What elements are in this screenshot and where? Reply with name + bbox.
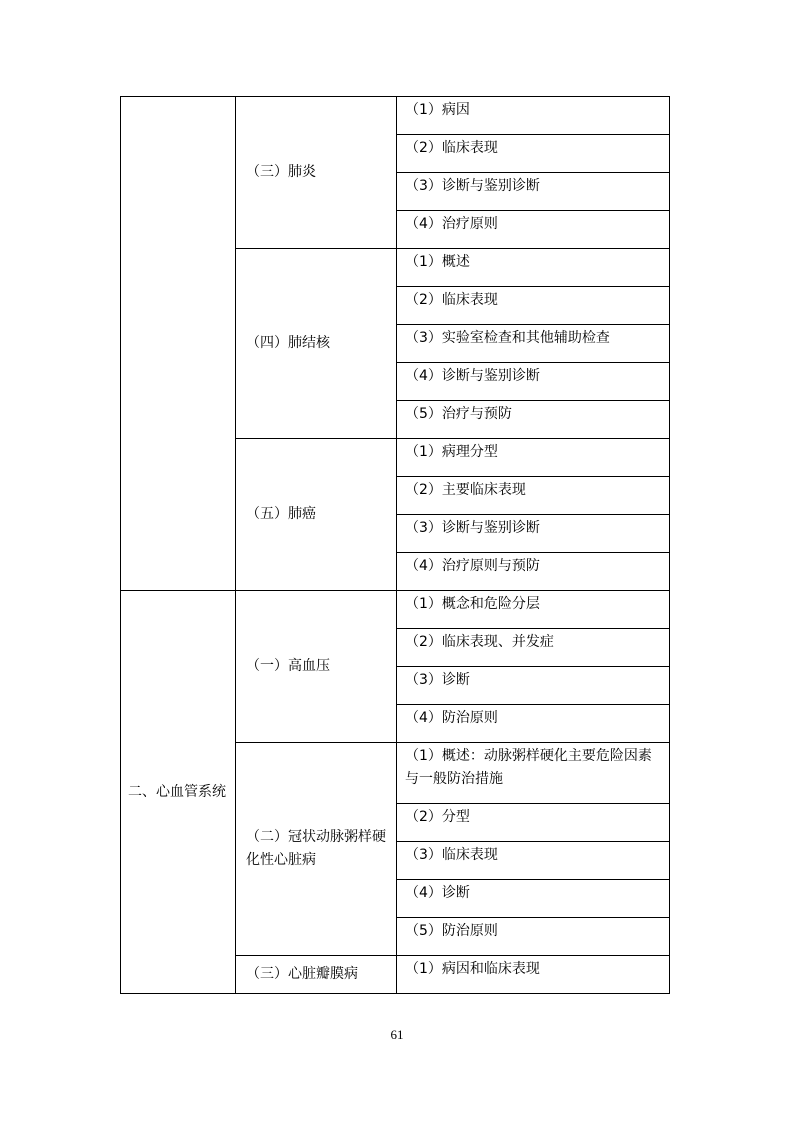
list-item: （3）诊断 [397, 667, 670, 705]
topic-tuberculosis: （四）肺结核 [236, 249, 397, 439]
list-item: （3）诊断与鉴别诊断 [397, 515, 670, 553]
list-item: （2）临床表现 [397, 135, 670, 173]
list-item: （1）病因和临床表现 [397, 956, 670, 994]
list-item: （1）概念和危险分层 [397, 591, 670, 629]
topic-pneumonia: （三）肺炎 [236, 97, 397, 249]
list-item: （3）诊断与鉴别诊断 [397, 173, 670, 211]
table-row [121, 591, 670, 629]
list-item: （1）病因 [397, 97, 670, 135]
list-item: （3）临床表现 [397, 842, 670, 880]
list-item: （2）临床表现 [397, 287, 670, 325]
list-item: （1）病理分型 [397, 439, 670, 477]
list-item: （4）治疗原则 [397, 211, 670, 249]
list-item: （5）治疗与预防 [397, 401, 670, 439]
section-cell [121, 97, 236, 591]
page-number: 61 [390, 1027, 404, 1042]
topic-valvular: （三）心脏瓣膜病 [236, 956, 397, 994]
list-item: （3）实验室检查和其他辅助检查 [397, 325, 670, 363]
table-row [121, 97, 670, 135]
list-item: （1）概述：动脉粥样硬化主要危险因素与一般防治措施 [397, 743, 670, 804]
list-item: （1）概述 [397, 249, 670, 287]
topic-hypertension: （一）高血压 [236, 591, 397, 743]
list-item: （2）临床表现、并发症 [397, 629, 670, 667]
list-item: （2）分型 [397, 804, 670, 842]
syllabus-table [120, 96, 670, 994]
topic-coronary: （二）冠状动脉粥样硬化性心脏病 [236, 743, 397, 956]
list-item: （4）诊断与鉴别诊断 [397, 363, 670, 401]
section-cardiovascular: 二、心血管系统 [121, 591, 236, 994]
list-item: （2）主要临床表现 [397, 477, 670, 515]
list-item: （5）防治原则 [397, 918, 670, 956]
list-item: （4）治疗原则与预防 [397, 553, 670, 591]
topic-lung-cancer: （五）肺癌 [236, 439, 397, 591]
list-item: （4）防治原则 [397, 705, 670, 743]
list-item: （4）诊断 [397, 880, 670, 918]
